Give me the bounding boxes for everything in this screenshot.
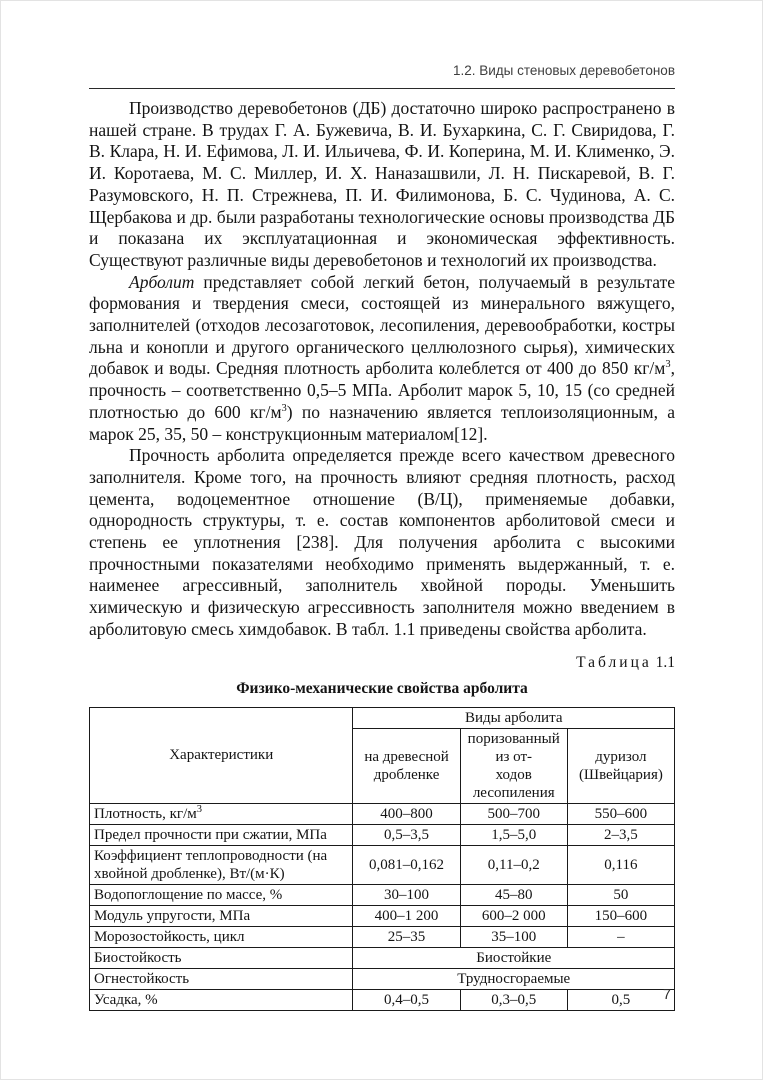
value-cell: 0,5–3,5 bbox=[353, 824, 460, 845]
paragraph-2-run: , прочность – соответственно 0,5–5 МПа. Арболит марок 5, 10, 15 (со средней плотностью до 600 кг/м bbox=[89, 358, 675, 422]
column-header-cell bbox=[460, 728, 567, 803]
superscript-3: 3 bbox=[196, 803, 202, 815]
table-row bbox=[90, 968, 675, 989]
table-title: Физико-механические свойства арболита bbox=[236, 679, 528, 697]
row-label-cell: Водопоглощение по массе, % bbox=[90, 884, 353, 905]
value-cell: 0,5 bbox=[567, 989, 674, 1010]
section-title: 1.2. Виды стеновых деревобетонов bbox=[452, 63, 675, 78]
paragraph-3: Прочность арболита определяется прежде всего качеством древесного заполнителя. Кроме того, на прочность влияют средняя плотность, расход цемента, водоцементное отношение (В/Ц), применяемые добавки, однородность структуры, т. е. состав компонентов арболитовой смеси и степень ее уплотнения [238]. Для получения арболита с высокими прочностными показателями необходимо применять выдержанный, т. е. наименее агрессивный, заполнитель хвойной породы. Уменьшить химическую и физическую агрессивность заполнителя можно введением в арболитовую смесь химдобавок. В табл. 1.1 приведены свойства арболита. bbox=[89, 445, 675, 639]
table-header-row-group bbox=[90, 707, 675, 728]
table-row bbox=[90, 824, 675, 845]
table-caption bbox=[89, 654, 675, 672]
term-arbolit: Арболит bbox=[129, 271, 195, 292]
running-head bbox=[89, 63, 675, 89]
value-cell: – bbox=[567, 926, 674, 947]
table-row bbox=[90, 884, 675, 905]
paragraph-2-run: ) по назначению является теплоизоляционным, а марок 25, 35, 50 – конструкционным материалом[12]. bbox=[89, 401, 676, 444]
column-header-line: (Швейцария) bbox=[578, 766, 663, 783]
value-cell: 25–35 bbox=[353, 926, 460, 947]
column-header-cell bbox=[567, 728, 674, 803]
table-row bbox=[90, 905, 675, 926]
value-cell: 150–600 bbox=[567, 905, 674, 926]
row-label-cell: Коэффициент теплопроводности (на хвойной дробленке), Вт/(м·К) bbox=[90, 845, 353, 884]
properties-table bbox=[89, 707, 675, 1011]
row-label: Плотность, кг/м bbox=[94, 805, 197, 822]
column-header-line: ходов лесопиления bbox=[472, 766, 555, 801]
column-header-line: дробленке bbox=[373, 766, 440, 783]
value-cell: 1,5–5,0 bbox=[460, 824, 567, 845]
value-cell: 35–100 bbox=[460, 926, 567, 947]
column-header-line: дуризол bbox=[595, 748, 647, 765]
page-number: 7 bbox=[662, 987, 671, 1003]
table-row bbox=[90, 845, 675, 884]
group-header-cell: Виды арболита bbox=[353, 707, 675, 728]
span-value-cell: Трудносгораемые bbox=[353, 968, 675, 989]
value-cell: 45–80 bbox=[460, 884, 567, 905]
table-row bbox=[90, 926, 675, 947]
value-cell: 0,11–0,2 bbox=[460, 845, 567, 884]
value-cell: 0,3–0,5 bbox=[460, 989, 567, 1010]
value-cell: 30–100 bbox=[353, 884, 460, 905]
value-cell: 400–1 200 bbox=[353, 905, 460, 926]
row-label-cell: Огнестойкость bbox=[90, 968, 353, 989]
column-header-cell bbox=[353, 728, 460, 803]
row-label-cell bbox=[90, 803, 353, 824]
row-label-cell: Модуль упругости, МПа bbox=[90, 905, 353, 926]
value-cell: 400–800 bbox=[353, 803, 460, 824]
paragraph-2 bbox=[89, 272, 675, 446]
value-cell: 500–700 bbox=[460, 803, 567, 824]
table-caption-word: Таблица bbox=[576, 653, 652, 671]
characteristics-header-cell: Характеристики bbox=[90, 707, 353, 803]
paragraph-1: Производство деревобетонов (ДБ) достаточно широко распространено в нашей стране. В трудах Г. А. Бужевича, В. И. Бухаркина, С. Г. Свиридова, Г. В. Клара, Н. И. Ефимова, Л. И. Ильичева, Ф. И. Коперина, М. И. Клименко, Э. И. Коротаева, М. С. Миллер, И. Х. Наназашвили, Л. Н. Пискаревой, В. Г. Разумовского, Н. П. Стрежнева, П. И. Филимонова, Б. С. Чудинова, А. С. Щербакова и др. были разработаны технологические основы производства ДБ и показана их эксплуатационная и экономическая эффективность. Существуют различные виды деревобетонов и технологий их производства. bbox=[89, 98, 675, 270]
superscript-3: 3 bbox=[281, 403, 287, 415]
value-cell: 0,4–0,5 bbox=[353, 989, 460, 1010]
paragraph-2-run: представляет собой легкий бетон, получаемый в результате формования и твердения смеси, состоящей из минерального вяжущего, заполнителей (отходов лесозаготовок, лесопиления, деревообработки, костры льна и конопли и другого органического целлюлозного сырья), химических добавок и воды. Средняя плотность арболита колеблется от 400 до 850 кг/м bbox=[89, 271, 675, 379]
row-label-cell: Усадка, % bbox=[90, 989, 353, 1010]
value-cell: 0,081–0,162 bbox=[353, 845, 460, 884]
table-row bbox=[90, 947, 675, 968]
table-row bbox=[90, 989, 675, 1010]
table-row bbox=[90, 803, 675, 824]
row-label-cell: Морозостойкость, цикл bbox=[90, 926, 353, 947]
row-label-cell: Предел прочности при сжатии, МПа bbox=[90, 824, 353, 845]
superscript-3: 3 bbox=[665, 359, 671, 371]
row-label-cell: Биостойкость bbox=[90, 947, 353, 968]
body-text bbox=[89, 98, 675, 641]
column-header-line: поризованный из от- bbox=[467, 730, 560, 765]
value-cell: 550–600 bbox=[567, 803, 674, 824]
value-cell: 2–3,5 bbox=[567, 824, 674, 845]
value-cell: 50 bbox=[567, 884, 674, 905]
column-header-line: на древесной bbox=[364, 748, 449, 765]
value-cell: 0,116 bbox=[567, 845, 674, 884]
span-value-cell: Биостойкие bbox=[353, 947, 675, 968]
table-caption-number: 1.1 bbox=[655, 653, 675, 671]
value-cell: 600–2 000 bbox=[460, 905, 567, 926]
